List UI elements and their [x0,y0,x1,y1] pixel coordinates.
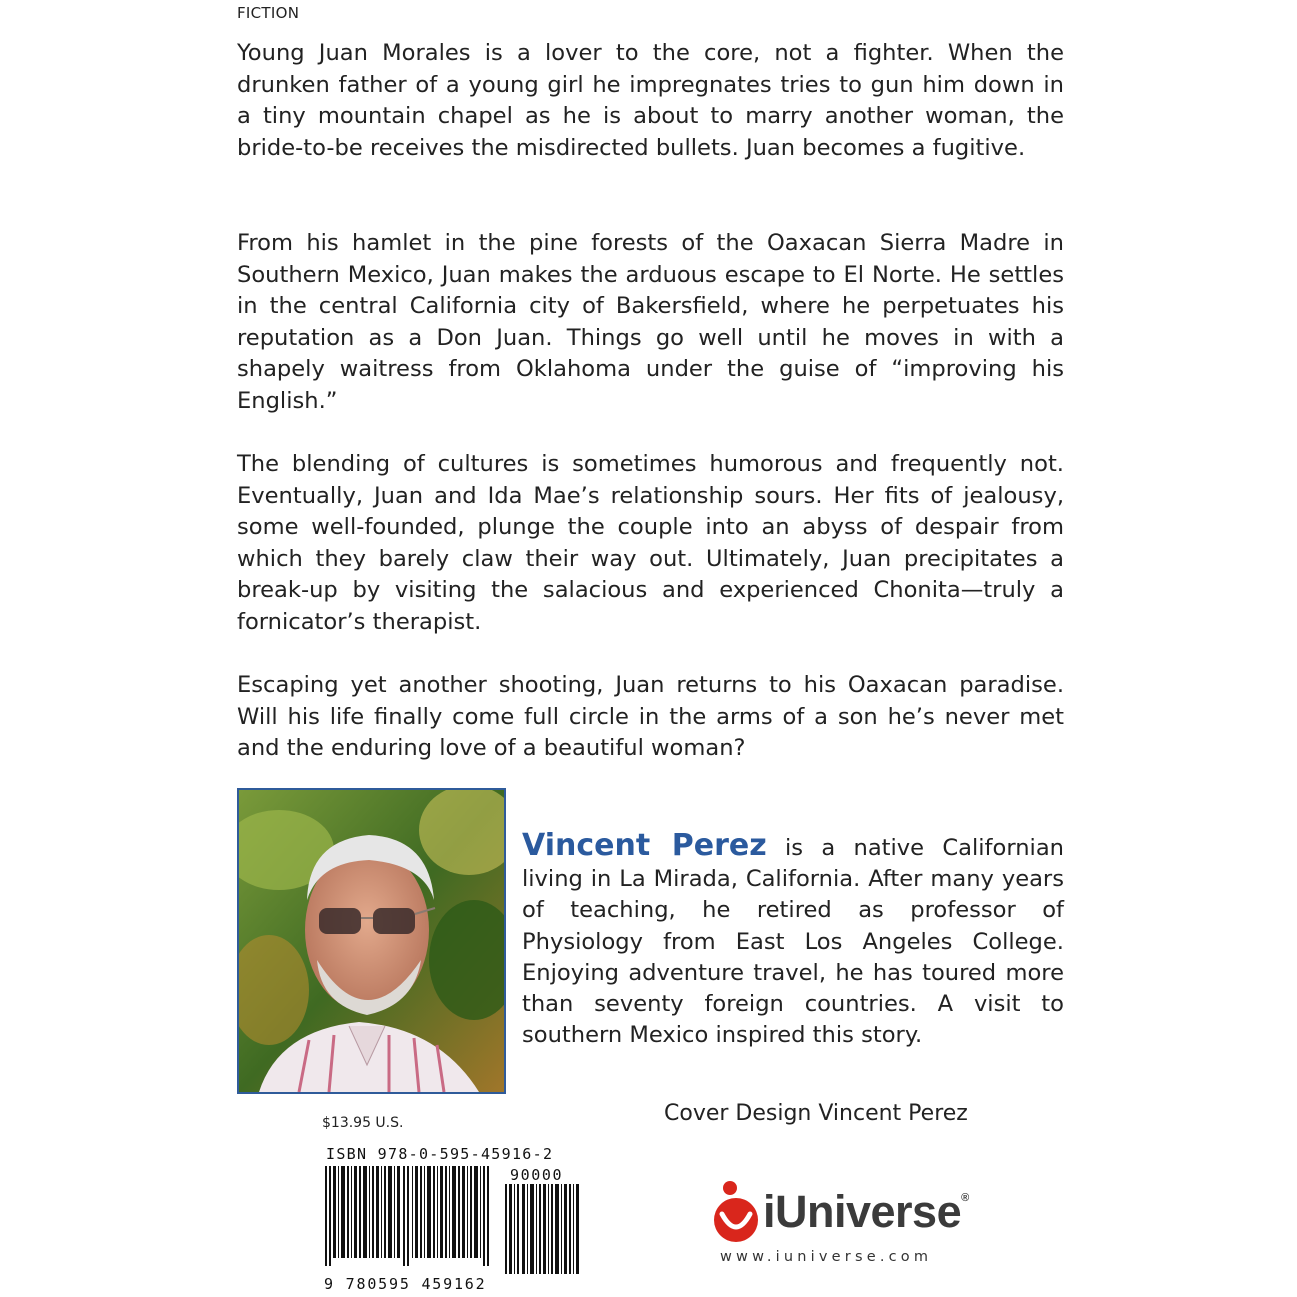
barcode-digits: 9 780595 459162 [324,1275,487,1293]
barcode-addon-code: 90000 [510,1166,564,1184]
genre-label: FICTION [237,4,300,22]
blurb-paragraph-2 [237,228,1064,417]
author-bio [522,830,1064,1051]
author-name: Vincent Perez [522,828,767,863]
barcode-icon [325,1166,495,1266]
publisher-name-text: iUniverse [763,1186,962,1237]
blurb-paragraph-1 [237,38,1064,164]
blurb-text: From his hamlet in the pine forests of the Oaxacan Sierra Madre in Southern Mexico, Juan makes the arduous escape to El Norte. He settles in the central California city of Bakersfield, where he perpetuates his reputation as a Don Juan. Things go well until he moves in with a shapely waitress from Oklahoma under the guise of “improving his English.” [237,230,1064,414]
publisher-logo [708,1178,998,1248]
author-portrait-image [239,790,504,1092]
iuniverse-logo-icon [708,1178,766,1248]
author-photo [237,788,506,1094]
author-bio-text: is a native Californian living in La Mirada, California. After many years of teaching, he retired as professor of Physiology from East Los Angeles College. Enjoying adventure travel, he has toured more than seventy foreign countries. A visit to southern Mexico inspired this story. [522,835,1064,1049]
blurb-text: The blending of cultures is sometimes humorous and frequently not. Eventually, Juan and Ida Mae’s relationship sours. Her fits of jealousy, some well-founded, plunge the couple into an abyss of despair from which they barely claw their way out. Ultimately, Juan precipitates a break-up by visiting the salacious and experienced Chonita—truly a fornicator’s therapist. [237,451,1064,635]
blurb-text: Young Juan Morales is a lover to the core, not a fighter. When the drunken father of a young girl he impregnates tries to gun him down in a tiny mountain chapel as he is about to marry another woman, the bride-to-be receives the misdirected bullets. Juan becomes a fugitive. [237,40,1064,161]
blurb-text: Escaping yet another shooting, Juan returns to his Oaxacan paradise. Will his life finally come full circle in the arms of a son he’s never met and the enduring love of a beautiful woman? [237,672,1064,761]
blurb-paragraph-3 [237,449,1064,638]
price-label: $13.95 U.S. [322,1115,404,1131]
publisher-name [763,1186,969,1238]
isbn-label: ISBN 978-0-595-45916-2 [326,1145,554,1163]
registered-mark: ® [961,1192,969,1204]
cover-design-credit: Cover Design Vincent Perez [664,1101,968,1126]
barcode-addon-icon [505,1184,580,1274]
blurb-paragraph-4 [237,670,1064,765]
publisher-url: www.iuniverse.com [720,1249,933,1265]
